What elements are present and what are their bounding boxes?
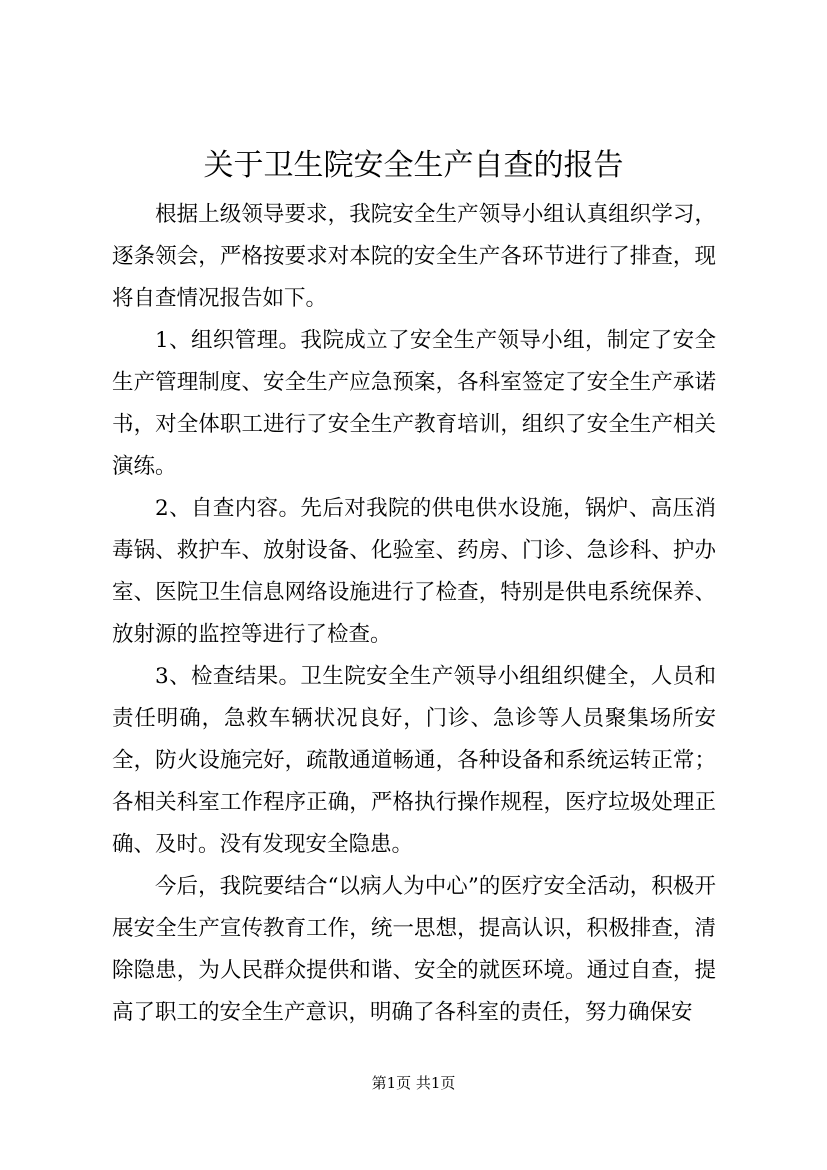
paragraph-inspection-results: 3、检查结果。卫生院安全生产领导小组组织健全，人员和责任明确，急救车辆状况良好，门诊、急诊等人员聚集场所安全，防火设施完好，疏散通道畅通，各种设备和系统运转正常；各相关科室工作程序正确，严格执行操作规程，医疗垃圾处理正确、及时。没有发现安全隐患。 — [112, 664, 716, 857]
document-body — [112, 194, 716, 1034]
paragraph-inspection-content: 2、自查内容。先后对我院的供电供水设施，锅炉、高压消毒锅、救护车、放射设备、化验室、药房、门诊、急诊科、护办室、医院卫生信息网络设施进行了检查，特别是供电系统保养、放射源的监控等进行了检查。 — [112, 496, 716, 647]
page-footer: 第1页 共1页 — [371, 1074, 456, 1092]
paragraph-future-plans: 今后，我院要结合“以病人为中心”的医疗安全活动，积极开展安全生产宣传教育工作，统一思想，提高认识，积极排查，清除隐患，为人民群众提供和谐、安全的就医环境。通过自查，提高了职工的安全生产意识，明确了各科室的责任，努力确保安 — [112, 874, 716, 1025]
document-title: 关于卫生院安全生产自查的报告 — [203, 148, 624, 183]
paragraph-organization: 1、组织管理。我院成立了安全生产领导小组，制定了安全生产管理制度、安全生产应急预案，各科室签定了安全生产承诺书，对全体职工进行了安全生产教育培训，组织了安全生产相关演练。 — [112, 328, 716, 479]
paragraph-intro: 根据上级领导要求，我院安全生产领导小组认真组织学习，逐条领会，严格按要求对本院的安全生产各环节进行了排查，现将自查情况报告如下。 — [112, 202, 716, 311]
